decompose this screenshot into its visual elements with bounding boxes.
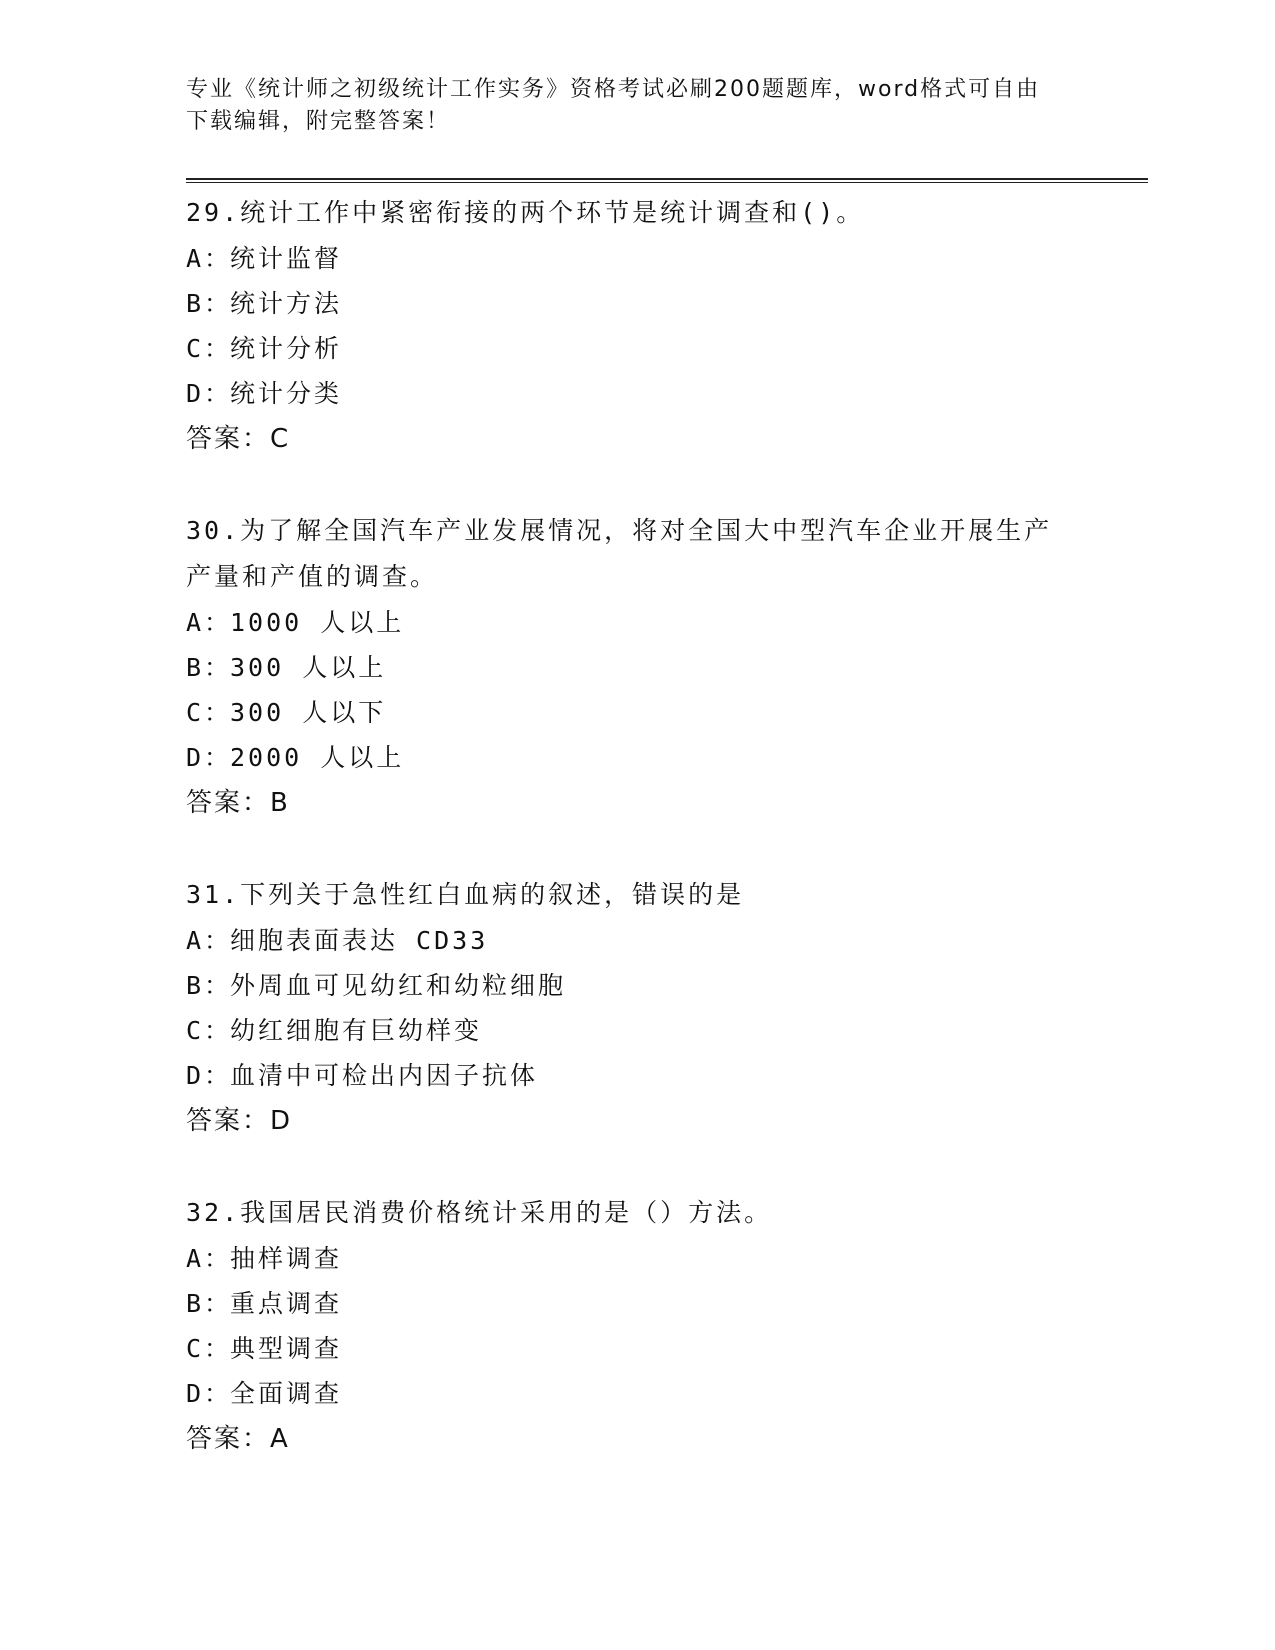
option-b bbox=[186, 281, 1086, 326]
option-b bbox=[186, 645, 1086, 690]
option-text: 全面调查 bbox=[230, 1379, 343, 1408]
option-letter: B： bbox=[186, 653, 233, 682]
option-text: 外周血可见幼红和幼粒细胞 bbox=[230, 971, 567, 1000]
option-a bbox=[186, 918, 1086, 963]
option-text: 2000 人以上 bbox=[230, 743, 405, 772]
option-text: 1000 人以上 bbox=[230, 608, 405, 637]
header-line-1: 专业《统计师之初级统计工作实务》资格考试必刷200题题库，word格式可自由 bbox=[186, 77, 1041, 102]
option-letter: B： bbox=[186, 1289, 233, 1318]
option-letter: D： bbox=[186, 743, 233, 772]
answer-line: 答案：A bbox=[186, 1424, 290, 1454]
option-c bbox=[186, 326, 1086, 371]
option-d bbox=[186, 735, 1086, 780]
option-text: 典型调查 bbox=[230, 1334, 343, 1363]
option-text: 血清中可检出内因子抗体 bbox=[230, 1061, 539, 1090]
option-letter: A： bbox=[186, 244, 233, 273]
option-b bbox=[186, 1281, 1086, 1326]
question-stem: 31.下列关于急性红白血病的叙述，错误的是 bbox=[186, 880, 745, 909]
option-text: 细胞表面表达 CD33 bbox=[230, 926, 489, 955]
document-header bbox=[186, 74, 1066, 138]
option-letter: A： bbox=[186, 926, 233, 955]
option-letter: C： bbox=[186, 1334, 233, 1363]
question-stem: 29.统计工作中紧密衔接的两个环节是统计调查和()。 bbox=[186, 198, 865, 227]
option-letter: D： bbox=[186, 379, 233, 408]
header-divider bbox=[186, 178, 1148, 183]
option-d bbox=[186, 1053, 1086, 1098]
option-letter: C： bbox=[186, 1016, 233, 1045]
question-stem-line-1: 30.为了解全国汽车产业发展情况，将对全国大中型汽车企业开展生产 bbox=[186, 516, 1053, 545]
question-32 bbox=[186, 1190, 1086, 1462]
option-text: 300 人以下 bbox=[230, 698, 387, 727]
option-c bbox=[186, 1008, 1086, 1053]
option-text: 统计分析 bbox=[230, 334, 343, 363]
header-line-2: 下载编辑，附完整答案！ bbox=[186, 109, 451, 134]
question-stem-line-2: 产量和产值的调查。 bbox=[186, 562, 439, 591]
option-c bbox=[186, 690, 1086, 735]
option-c bbox=[186, 1326, 1086, 1371]
answer-line: 答案：D bbox=[186, 1106, 293, 1136]
question-list bbox=[186, 190, 1086, 1508]
answer-line: 答案：B bbox=[186, 788, 290, 818]
option-letter: B： bbox=[186, 289, 233, 318]
option-a bbox=[186, 236, 1086, 281]
option-letter: D： bbox=[186, 1061, 233, 1090]
answer-line: 答案：C bbox=[186, 424, 291, 454]
option-text: 统计监督 bbox=[230, 244, 343, 273]
option-text: 重点调查 bbox=[230, 1289, 343, 1318]
option-letter: C： bbox=[186, 698, 233, 727]
option-letter: B： bbox=[186, 971, 233, 1000]
option-b bbox=[186, 963, 1086, 1008]
option-text: 幼红细胞有巨幼样变 bbox=[230, 1016, 483, 1045]
option-letter: A： bbox=[186, 608, 233, 637]
option-text: 统计分类 bbox=[230, 379, 343, 408]
option-text: 统计方法 bbox=[230, 289, 343, 318]
option-text: 300 人以上 bbox=[230, 653, 387, 682]
option-letter: D： bbox=[186, 1379, 233, 1408]
question-31 bbox=[186, 872, 1086, 1144]
option-letter: C： bbox=[186, 334, 233, 363]
option-a bbox=[186, 600, 1086, 645]
question-29 bbox=[186, 190, 1086, 462]
option-d bbox=[186, 1371, 1086, 1416]
option-d bbox=[186, 371, 1086, 416]
question-stem: 32.我国居民消费价格统计采用的是（）方法。 bbox=[186, 1198, 773, 1227]
question-30 bbox=[186, 508, 1086, 826]
option-letter: A： bbox=[186, 1244, 233, 1273]
option-text: 抽样调查 bbox=[230, 1244, 343, 1273]
option-a bbox=[186, 1236, 1086, 1281]
